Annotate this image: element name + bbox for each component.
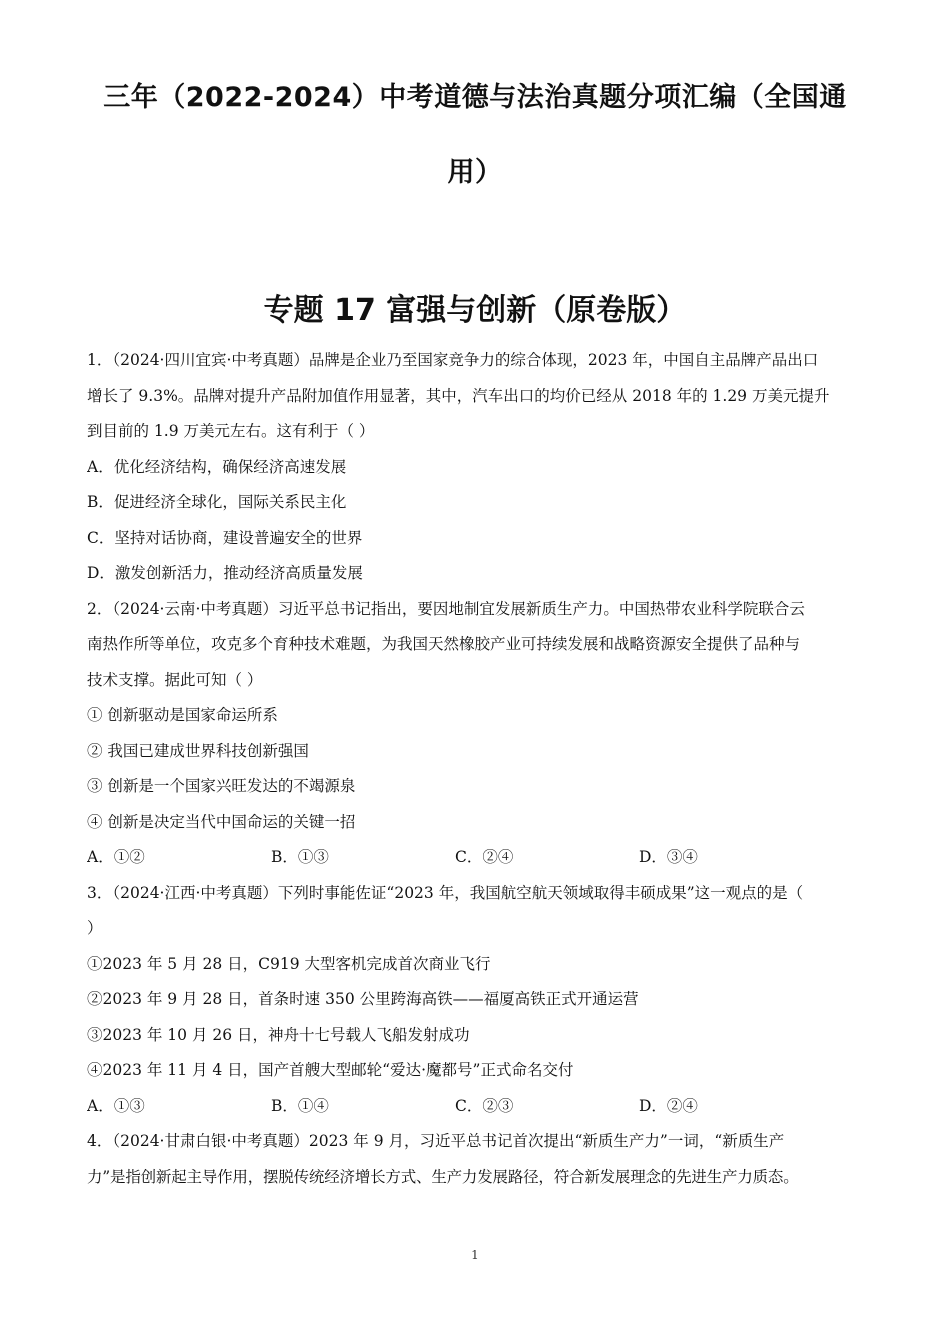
question-3-statement: ①2023 年 5 月 28 日，C919 大型客机完成首次商业飞行 bbox=[87, 954, 491, 973]
question-3-statement: ④2023 年 11 月 4 日，国产首艘大型邮轮“爱达·魔都号”正式命名交付 bbox=[87, 1061, 574, 1079]
question-2-option-a: A．①② bbox=[87, 848, 145, 866]
question-4 bbox=[87, 1124, 867, 1195]
question-1-stem-line: 到目前的 1.9 万美元左右。这有利于（ ） bbox=[87, 422, 375, 440]
question-3-stem-line: 3．（2024·江西·中考真题）下列时事能佐证“2023 年，我国航空航天领域取得丰硕成果”这一观点的是（ bbox=[87, 883, 804, 902]
question-2-statement: ③ 创新是一个国家兴旺发达的不竭源泉 bbox=[87, 777, 356, 795]
question-1-stem-line: 增长了 9.3%。品牌对提升产品附加值作用显著，其中，汽车出口的均价已经从 2018 年的 1.29 万美元提升 bbox=[87, 386, 830, 405]
question-4-stem-line: 力”是指创新起主导作用，摆脱传统经济增长方式、生产力发展路径，符合新发展理念的先进生产力质态。 bbox=[87, 1167, 799, 1186]
question-2-statement: ② 我国已建成世界科技创新强国 bbox=[87, 741, 309, 760]
question-1-option-d: D．激发创新活力，推动经济高质量发展 bbox=[87, 564, 363, 582]
question-3-option-d: D．②④ bbox=[639, 1096, 698, 1115]
question-3-stem-line: ） bbox=[87, 919, 103, 937]
question-2-options bbox=[87, 840, 867, 876]
question-1-option-b: B．促进经济全球化，国际关系民主化 bbox=[87, 493, 347, 511]
question-2-statement: ④ 创新是决定当代中国命运的关键一招 bbox=[87, 812, 356, 831]
question-3-option-c: C．②③ bbox=[455, 1096, 514, 1115]
question-2-option-d: D．③④ bbox=[639, 848, 698, 866]
question-1-option-a: A．优化经济结构，确保经济高速发展 bbox=[87, 457, 347, 476]
question-2-stem-line: 南热作所等单位，攻克多个育种技术难题，为我国天然橡胶产业可持续发展和战略资源安全提供了品种与 bbox=[87, 635, 801, 653]
page-number: 1 bbox=[471, 1248, 479, 1262]
question-3-options bbox=[87, 1089, 867, 1125]
question-2 bbox=[87, 592, 867, 876]
question-3-statement: ②2023 年 9 月 28 日，首条时速 350 公里跨海高铁——福厦高铁正式开通运营 bbox=[87, 990, 639, 1008]
question-3 bbox=[87, 876, 867, 1125]
document-title-line-2: 用） bbox=[447, 157, 503, 188]
topic-heading: 专题 17 富强与创新（原卷版） bbox=[263, 293, 687, 328]
question-2-stem-line: 2．（2024·云南·中考真题）习近平总书记指出，要因地制宜发展新质生产力。中国热带农业科学院联合云 bbox=[87, 599, 805, 618]
question-4-stem-line: 4．（2024·甘肃白银·中考真题）2023 年 9 月，习近平总书记首次提出“新质生产力”一词，“新质生产 bbox=[87, 1132, 785, 1150]
question-3-option-a: A．①③ bbox=[87, 1096, 145, 1115]
question-2-option-c: C．②④ bbox=[455, 848, 514, 866]
question-2-statement: ① 创新驱动是国家命运所系 bbox=[87, 706, 278, 724]
question-2-stem-line: 技术支撑。据此可知（ ） bbox=[87, 670, 263, 689]
question-1-option-c: C．坚持对话协商，建设普遍安全的世界 bbox=[87, 528, 363, 547]
question-list bbox=[87, 343, 867, 1195]
question-1-stem-line: 1．（2024·四川宜宾·中考真题）品牌是企业乃至国家竞争力的综合体现，2023 年，中国自主品牌产品出口 bbox=[87, 351, 819, 369]
question-1 bbox=[87, 343, 867, 592]
document-title-line-1: 三年（2022-2024）中考道德与法治真题分项汇编（全国通 bbox=[103, 82, 847, 113]
question-3-option-b: B．①④ bbox=[271, 1096, 329, 1115]
question-2-option-b: B．①③ bbox=[271, 848, 329, 866]
question-3-statement: ③2023 年 10 月 26 日，神舟十七号载人飞船发射成功 bbox=[87, 1025, 470, 1044]
